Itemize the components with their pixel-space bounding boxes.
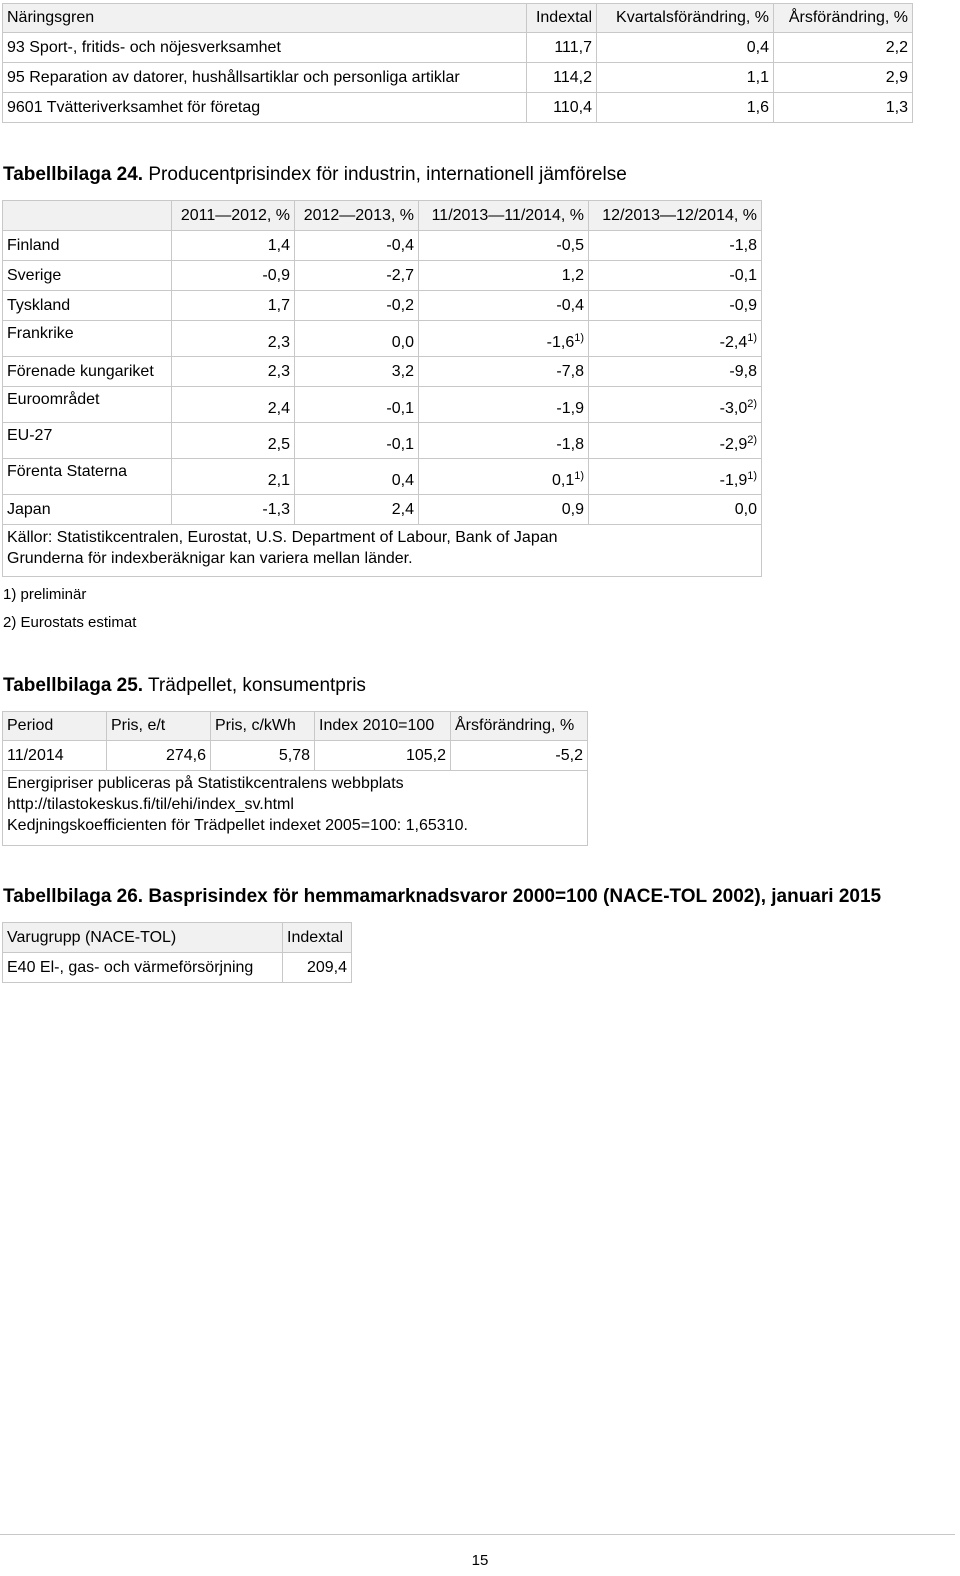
footnote-eurostat-estimate: 2) Eurostats estimat (3, 614, 137, 631)
col-header-2012-2013: 2012—2013, % (295, 201, 419, 231)
page-number: 15 (471, 1552, 489, 1569)
col-header-2011-2012: 2011—2012, % (172, 201, 295, 231)
cell-value: 0,0 (589, 495, 762, 525)
col-header-varugrupp: Varugrupp (NACE-TOL) (3, 923, 283, 953)
cell-value: 1,7 (172, 291, 295, 321)
energy-price-note (3, 771, 588, 846)
cell-price-c-kwh: 5,78 (211, 741, 315, 771)
cell-value: 2,4 (295, 495, 419, 525)
cell-value: -0,9 (172, 261, 295, 291)
col-header-kvartal: Kvartalsförändring, % (597, 4, 774, 33)
page-footer-divider (0, 1534, 955, 1535)
cell-quarter-change: 1,1 (597, 63, 774, 93)
table-24-title-prefix: Tabellbilaga 24. (3, 164, 144, 185)
table-row (3, 231, 762, 261)
cell-value: -0,4 (419, 291, 589, 321)
col-header-country (3, 201, 172, 231)
cell-value: -1,9 (419, 387, 589, 423)
table-25-title-text: Trädpellet, konsumentpris (143, 675, 366, 696)
table-row (3, 495, 762, 525)
table-row (3, 423, 762, 459)
footnote-marker: 1) (747, 470, 757, 482)
table-24-title (3, 164, 627, 186)
table-header-row (3, 923, 352, 953)
col-header-11-2013-11-2014: 11/2013—11/2014, % (419, 201, 589, 231)
cell-value: -0,9 (589, 291, 762, 321)
sources-note (3, 525, 762, 577)
table-row (3, 357, 762, 387)
cell-value: 2,3 (172, 357, 295, 387)
cell-country: Euroområdet (3, 387, 172, 423)
base-price-index-table (2, 922, 352, 983)
ppi-comparison-table (2, 200, 762, 577)
table-header-row (3, 201, 762, 231)
cell-country: Sverige (3, 261, 172, 291)
cell-value: -0,1 (295, 387, 419, 423)
table-25-title (3, 675, 366, 697)
footnote-marker: 1) (574, 332, 584, 344)
cell-index: 114,2 (527, 63, 597, 93)
cell-industry: 93 Sport-, fritids- och nöjesverksamhet (3, 33, 527, 63)
cell-index: 111,7 (527, 33, 597, 63)
col-header-annual-change: Årsförändring, % (451, 712, 588, 741)
cell-value: -1,8 (419, 423, 589, 459)
cell-value: 3,2 (295, 357, 419, 387)
cell-value: -0,1 (295, 423, 419, 459)
table-row (3, 33, 913, 63)
table-26-title-text: Basprisindex för hemmamarknadsvaror 2000=100 (NACE-TOL 2002), januari 2015 (143, 886, 882, 907)
table-row (3, 93, 913, 123)
cell-value: -1,3 (172, 495, 295, 525)
sources-line: Källor: Statistikcentralen, Eurostat, U.S. Department of Labour, Bank of Japan (7, 529, 558, 546)
cell-country: Frankrike (3, 321, 172, 357)
table-footer-row (3, 771, 588, 846)
cell-country: EU-27 (3, 423, 172, 459)
table-row (3, 741, 588, 771)
col-header-indextal: Indextal (283, 923, 352, 953)
footnote-marker: 2) (747, 434, 757, 446)
cell-year-change: 2,9 (774, 63, 913, 93)
cell-industry: 95 Reparation av datorer, hushållsartiklar och personliga artiklar (3, 63, 527, 93)
col-header-price-c-kwh: Pris, c/kWh (211, 712, 315, 741)
cell-year-change: 2,2 (774, 33, 913, 63)
col-header-index-2010: Index 2010=100 (315, 712, 451, 741)
cell-country: Finland (3, 231, 172, 261)
cell-value: -3,0$^{2)}$ (589, 387, 762, 423)
cell-country: Japan (3, 495, 172, 525)
note-line: Kedjningskoefficienten för Trädpellet indexet 2005=100: 1,65310. (7, 817, 468, 834)
cell-country: Förenta Staterna (3, 459, 172, 495)
col-header-indextal: Indextal (527, 4, 597, 33)
table-26-title (3, 886, 881, 908)
cell-value: 2,3 (172, 321, 295, 357)
note-line: Energipriser publiceras på Statistikcentralens webbplats (7, 775, 404, 792)
cell-value: -2,9$^{2)}$ (589, 423, 762, 459)
cell-value: 2,5 (172, 423, 295, 459)
cell-index: 209,4 (283, 953, 352, 983)
table-25-title-prefix: Tabellbilaga 25. (3, 675, 144, 696)
cell-value: -0,1 (589, 261, 762, 291)
cell-industry: 9601 Tvätteriverksamhet för företag (3, 93, 527, 123)
footnote-marker: 2) (747, 398, 757, 410)
table-row (3, 387, 762, 423)
col-header-ar: Årsförändring, % (774, 4, 913, 33)
cell-country: Tyskland (3, 291, 172, 321)
industry-index-table (2, 3, 913, 123)
cell-index: 105,2 (315, 741, 451, 771)
table-26-title-prefix: Tabellbilaga 26. (3, 886, 144, 907)
cell-value: 1,4 (172, 231, 295, 261)
cell-value: -0,2 (295, 291, 419, 321)
table-row (3, 321, 762, 357)
col-header-period: Period (3, 712, 107, 741)
cell-value: 2,4 (172, 387, 295, 423)
col-header-price-e-t: Pris, e/t (107, 712, 211, 741)
cell-year-change: 1,3 (774, 93, 913, 123)
table-header-row (3, 4, 913, 33)
table-footer-row (3, 525, 762, 577)
cell-quarter-change: 1,6 (597, 93, 774, 123)
table-row (3, 261, 762, 291)
cell-value: -2,4$^{1)}$ (589, 321, 762, 357)
cell-country: Förenade kungariket (3, 357, 172, 387)
note-url: http://tilastokeskus.fi/til/ehi/index_sv.html (7, 796, 294, 813)
cell-value: 1,2 (419, 261, 589, 291)
cell-value: 0,0 (295, 321, 419, 357)
table-header-row (3, 712, 588, 741)
cell-value: -7,8 (419, 357, 589, 387)
cell-value: 2,1 (172, 459, 295, 495)
cell-index: 110,4 (527, 93, 597, 123)
cell-value: -0,5 (419, 231, 589, 261)
col-header-naringsgren: Näringsgren (3, 4, 527, 33)
table-row (3, 459, 762, 495)
footnote-marker: 1) (574, 470, 584, 482)
cell-period: 11/2014 (3, 741, 107, 771)
cell-value: -1,8 (589, 231, 762, 261)
cell-value: -0,4 (295, 231, 419, 261)
cell-value: 0,1$^{1)}$ (419, 459, 589, 495)
col-header-12-2013-12-2014: 12/2013—12/2014, % (589, 201, 762, 231)
footnote-preliminary: 1) preliminär (3, 586, 87, 603)
cell-value: 0,4 (295, 459, 419, 495)
wood-pellet-price-table (2, 711, 588, 846)
cell-value: 0,9 (419, 495, 589, 525)
cell-quarter-change: 0,4 (597, 33, 774, 63)
table-row (3, 291, 762, 321)
cell-value: -9,8 (589, 357, 762, 387)
cell-annual-change: -5,2 (451, 741, 588, 771)
table-row (3, 63, 913, 93)
cell-value: -1,9$^{1)}$ (589, 459, 762, 495)
table-row (3, 953, 352, 983)
methodology-line: Grunderna för indexberäknigar kan variera mellan länder. (7, 550, 413, 567)
footnote-marker: 1) (747, 332, 757, 344)
table-24-title-text: Producentprisindex för industrin, internationell jämförelse (143, 164, 627, 185)
cell-value: -1,6$^{1)}$ (419, 321, 589, 357)
cell-value: -2,7 (295, 261, 419, 291)
cell-product-group: E40 El-, gas- och värmeförsörjning (3, 953, 283, 983)
cell-price-e-t: 274,6 (107, 741, 211, 771)
